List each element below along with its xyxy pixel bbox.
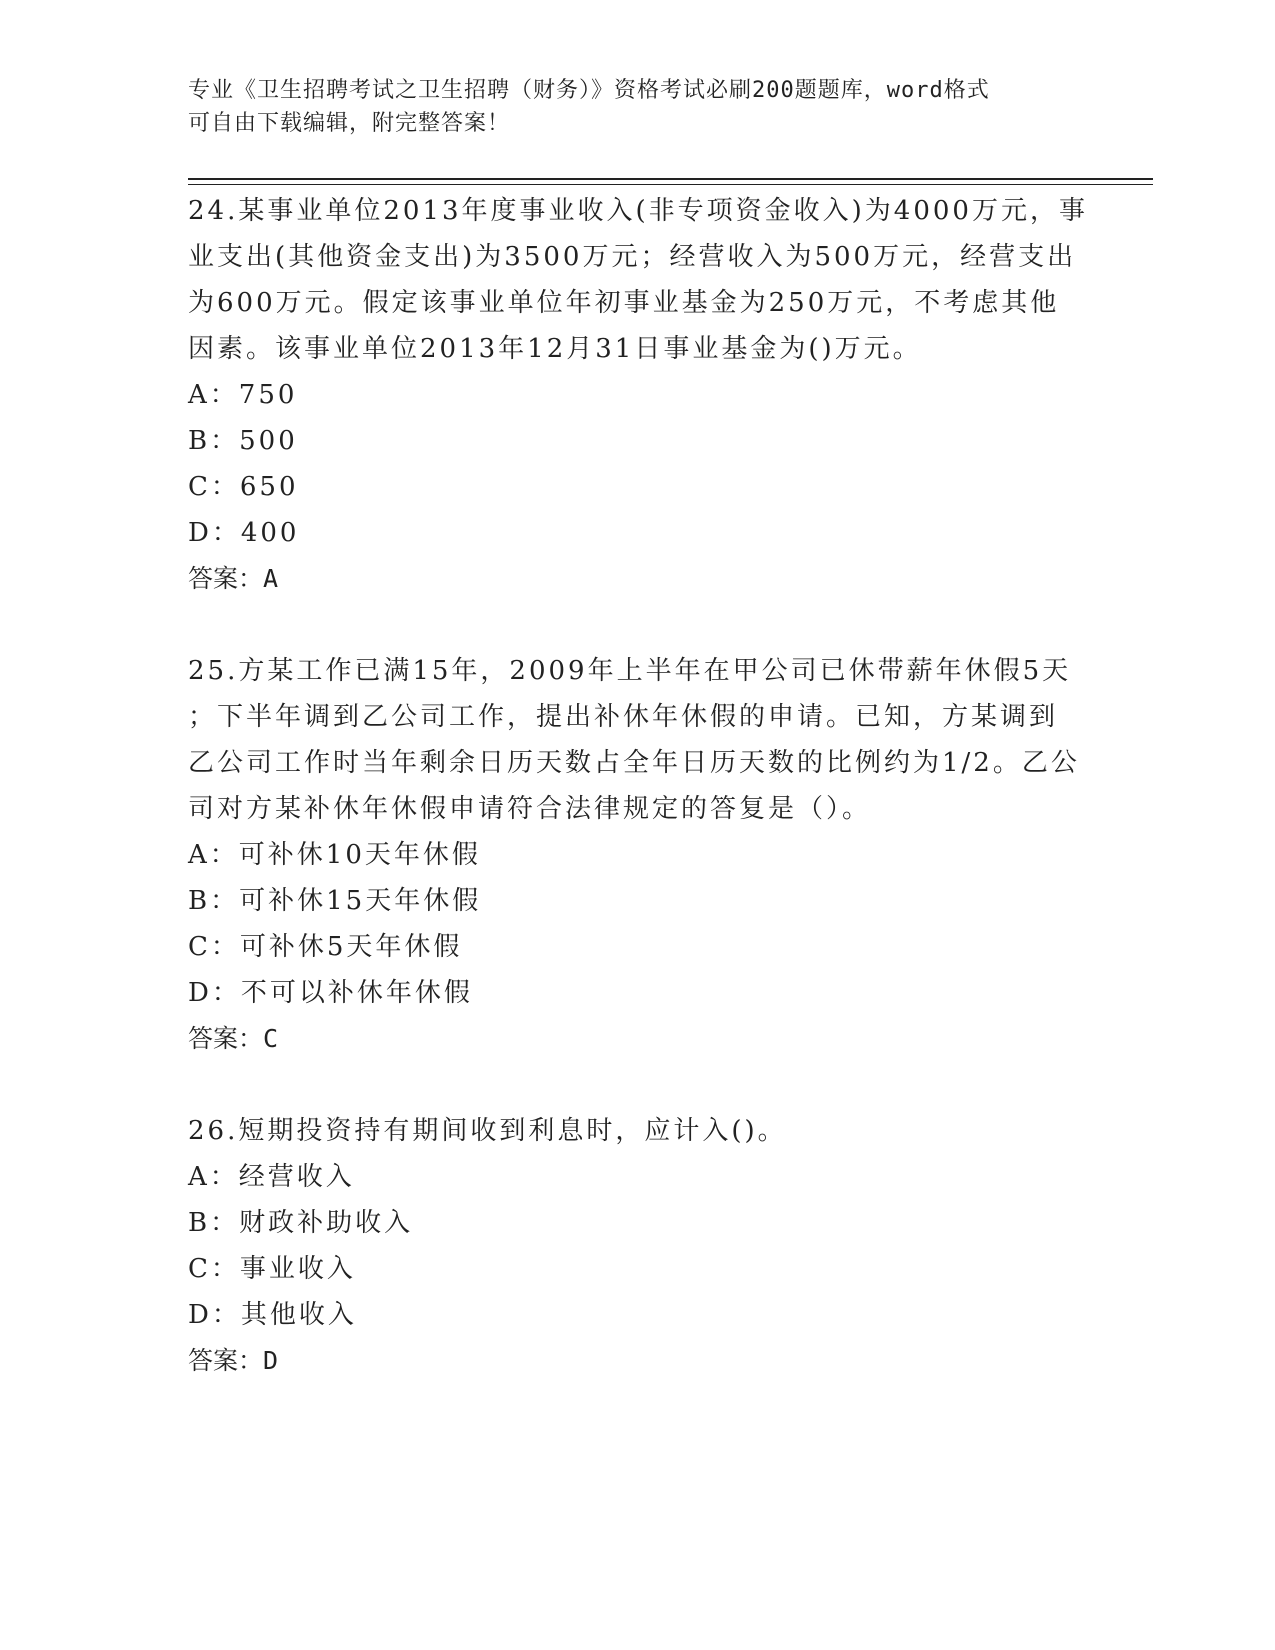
answer: 答案：A: [188, 564, 279, 593]
answer: 答案：C: [188, 1024, 279, 1053]
stem-line: 司对方某补休年休假申请符合法律规定的答复是（）。: [188, 794, 872, 824]
question-spacer: [188, 602, 1088, 648]
option-b: B：财政补助收入: [188, 1208, 414, 1238]
option-c: C：事业收入: [188, 1254, 356, 1284]
option-a: A：可补休10天年休假: [188, 840, 481, 870]
question-25: [188, 648, 1088, 1062]
option-c: C：650: [188, 472, 299, 502]
question-stem: [188, 648, 1088, 832]
question-stem: [188, 1108, 1088, 1154]
stem-line: 25.方某工作已满15年，2009年上半年在甲公司已休带薪年休假5天: [188, 656, 1072, 686]
option-a: A：经营收入: [188, 1162, 355, 1192]
question-stem: [188, 188, 1088, 372]
header-divider-thick: [188, 178, 1153, 180]
question-list: [188, 188, 1088, 1384]
document-header: [188, 74, 1088, 140]
option-b: B：可补休15天年休假: [188, 886, 482, 916]
header-divider-thin: [188, 184, 1153, 185]
answer: 答案：D: [188, 1346, 279, 1375]
option-d: D：不可以补休年休假: [188, 978, 473, 1008]
option-d: D：其他收入: [188, 1300, 357, 1330]
stem-line: ；下半年调到乙公司工作，提出补休年休假的申请。已知，方某调到: [188, 702, 1059, 732]
option-a: A：750: [188, 380, 298, 410]
option-c: C：可补休5天年休假: [188, 932, 463, 962]
stem-line: 26.短期投资持有期间收到利息时，应计入()。: [188, 1116, 787, 1146]
header-line-1: 专业《卫生招聘考试之卫生招聘（财务）》资格考试必刷200题题库，word格式: [188, 78, 990, 103]
stem-line: 业支出(其他资金支出)为3500万元；经营收入为500万元，经营支出: [188, 242, 1077, 272]
option-b: B：500: [188, 426, 298, 456]
stem-line: 24.某事业单位2013年度事业收入(非专项资金收入)为4000万元，事: [188, 196, 1088, 226]
stem-line: 为600万元。假定该事业单位年初事业基金为250万元，不考虑其他: [188, 288, 1060, 318]
question-26: [188, 1108, 1088, 1384]
stem-line: 因素。该事业单位2013年12月31日事业基金为()万元。: [188, 334, 922, 364]
question-spacer: [188, 1062, 1088, 1108]
header-line-2: 可自由下载编辑，附完整答案！: [188, 111, 511, 136]
option-d: D：400: [188, 518, 300, 548]
stem-line: 乙公司工作时当年剩余日历天数占全年日历天数的比例约为1/2。乙公: [188, 748, 1080, 778]
question-24: [188, 188, 1088, 602]
